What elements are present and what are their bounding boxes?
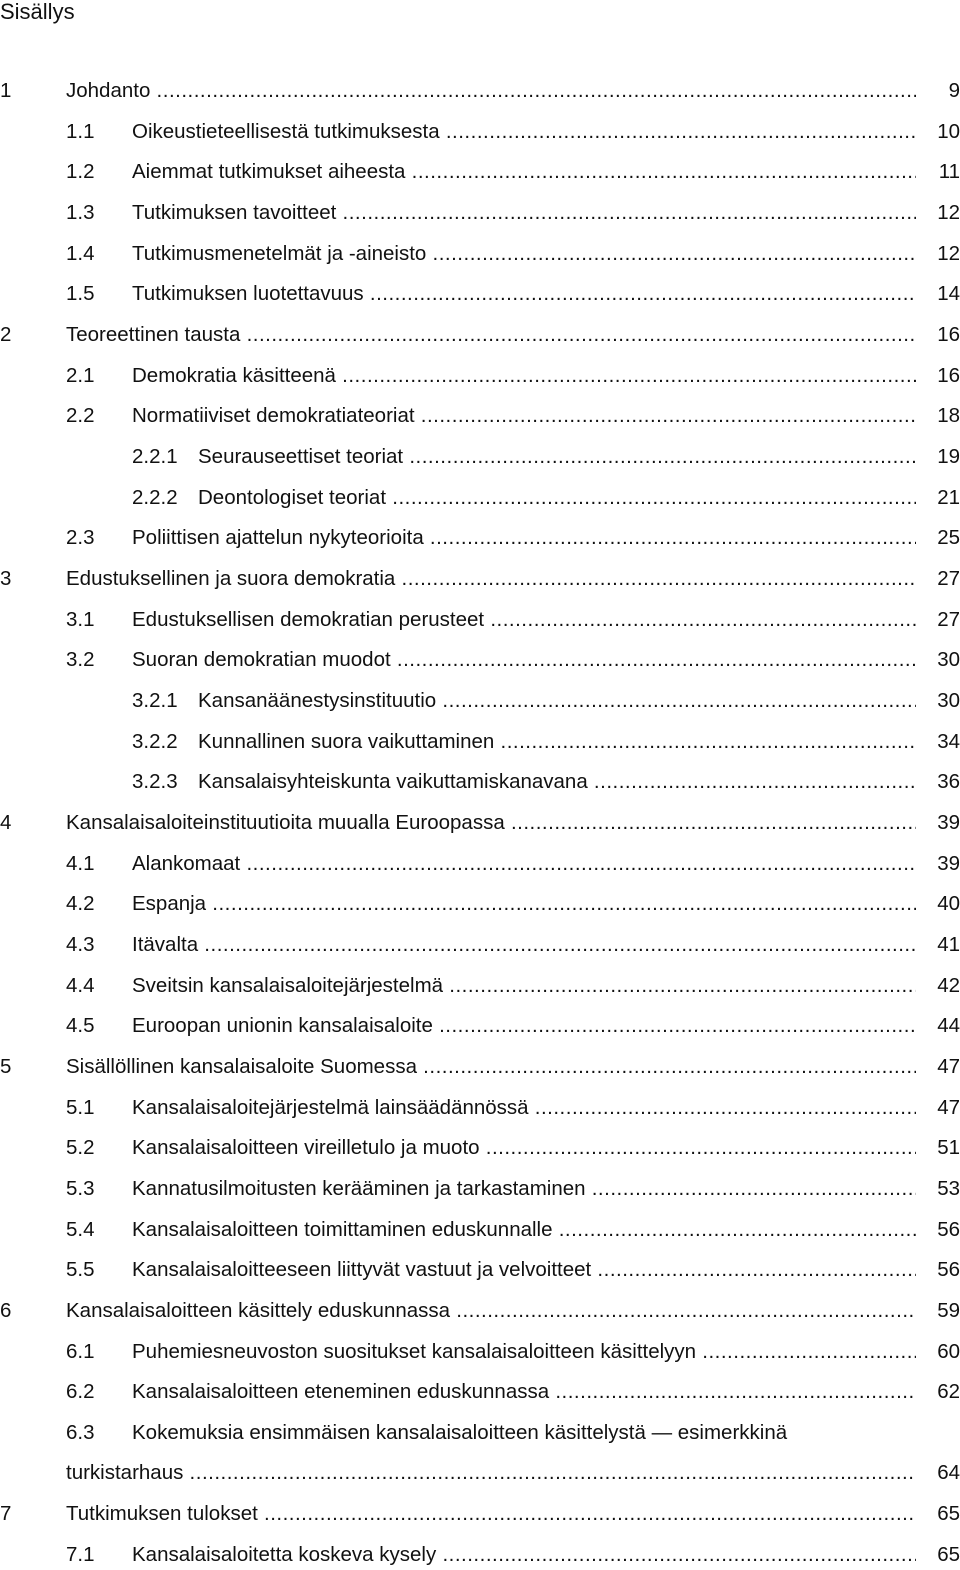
toc-entry-number: 3.2.3: [132, 770, 178, 794]
toc-entry[interactable]: [0, 76, 960, 106]
toc-entry-number: 1.4: [66, 241, 95, 265]
toc-entry[interactable]: [0, 686, 960, 716]
toc-entry-title: Sisällöllinen kansalaisaloite Suomessa .....: [66, 1052, 916, 1082]
toc-entry-number: 2.3: [66, 526, 95, 550]
toc-entry-number: 1.2: [66, 160, 95, 184]
toc-entry[interactable]: [0, 442, 960, 472]
toc-entry[interactable]: [0, 523, 960, 553]
toc-entry-page: 47: [937, 1054, 960, 1078]
toc-entry[interactable]: [0, 1255, 960, 1285]
toc-entry-number: 3: [0, 566, 12, 590]
toc-entry-title: Euroopan unionin kansalaisaloite .....: [132, 1011, 916, 1041]
toc-entry-title: Tutkimuksen tulokset .....: [66, 1499, 916, 1529]
toc-entry-page: 25: [937, 526, 960, 550]
toc-entry-title: Tutkimuksen luotettavuus .....: [132, 279, 916, 309]
toc-entry[interactable]: [0, 971, 960, 1001]
toc-entry-page: 30: [937, 648, 960, 672]
toc-entry-title: Espanja .....: [132, 889, 916, 919]
toc-entry-page: 34: [937, 729, 960, 753]
toc-entry-page: 62: [937, 1380, 960, 1404]
toc-entry[interactable]: [0, 1011, 960, 1041]
toc-entry-page: 60: [937, 1339, 960, 1363]
toc-entry-page: 36: [937, 770, 960, 794]
toc-entry[interactable]: [0, 1215, 960, 1245]
toc-entry-title: Edustuksellinen ja suora demokratia .....: [66, 564, 916, 594]
toc-entry-page: 19: [937, 444, 960, 468]
toc-entry-number: 2.1: [66, 363, 95, 387]
toc-entry[interactable]: [0, 930, 960, 960]
toc-entry-title: Kansalaisaloiteinstituutioita muualla Euroopassa .....: [66, 808, 916, 838]
toc-entry[interactable]: [0, 1458, 960, 1488]
toc-entry-page: 47: [937, 1095, 960, 1119]
toc-entry-title: Poliittisen ajattelun nykyteorioita .....: [132, 523, 916, 553]
toc-entry-title: Kansalaisaloitejärjestelmä lainsäädännössä .....: [132, 1093, 916, 1123]
toc-entry-title: Demokratia käsitteenä .....: [132, 361, 916, 391]
toc-entry-number: 5.5: [66, 1258, 95, 1282]
toc-entry-page: 39: [937, 851, 960, 875]
toc-entry[interactable]: [0, 889, 960, 919]
toc-entry[interactable]: [0, 849, 960, 879]
toc-entry-title: Tutkimuksen tavoitteet .....: [132, 198, 916, 228]
toc-entry-title: Kansalaisaloitteen käsittely eduskunnassa .....: [66, 1296, 916, 1326]
toc-entry-number: 4.3: [66, 932, 95, 956]
toc-entry[interactable]: [0, 1377, 960, 1407]
toc-entry-title: Normatiiviset demokratiateoriat .....: [132, 401, 916, 431]
toc-entry-number: 3.2.1: [132, 688, 178, 712]
toc-entry-title: Teoreettinen tausta .....: [66, 320, 916, 350]
toc-entry[interactable]: [0, 320, 960, 350]
toc-entry-title: Kansalaisaloitetta koskeva kysely .....: [132, 1540, 916, 1570]
toc-entry-page: 65: [937, 1502, 960, 1526]
toc-entry-page: 18: [937, 404, 960, 428]
toc-entry-number: 4: [0, 810, 12, 834]
toc-entry[interactable]: [0, 1540, 960, 1570]
toc-entry[interactable]: [0, 645, 960, 675]
toc-entry-number: 2: [0, 323, 12, 346]
toc-entry-page: 39: [937, 810, 960, 834]
toc-entry-number: 5.2: [66, 1136, 95, 1160]
toc-entry[interactable]: [0, 117, 960, 147]
toc-entry-title: Kokemuksia ensimmäisen kansalaisaloitteen käsittelystä — esimerkkinä: [132, 1420, 788, 1444]
toc-entry-number: 2.2: [66, 404, 95, 428]
toc-entry-page: 41: [937, 932, 960, 956]
page-title: Sisällys: [0, 0, 75, 24]
toc-entry[interactable]: [0, 279, 960, 309]
toc-entry-number: 6.3: [66, 1420, 95, 1444]
toc-entry-page: 65: [937, 1542, 960, 1566]
toc-entry-page: 40: [937, 892, 960, 916]
toc-entry-page: 59: [937, 1298, 960, 1322]
toc-entry[interactable]: [0, 727, 960, 757]
toc-entry-number: 6.2: [66, 1380, 95, 1404]
toc-entry-page: 27: [937, 607, 960, 631]
toc-entry-number: 7.1: [66, 1542, 95, 1566]
toc-entry-number: 6.1: [66, 1339, 95, 1363]
toc-entry-page: 12: [937, 201, 960, 224]
toc-entry-title: Kansalaisaloitteen eteneminen eduskunnassa .....: [132, 1377, 916, 1407]
toc-entry-title: Kunnallinen suora vaikuttaminen .....: [198, 727, 916, 757]
toc-entry-title: Puhemiesneuvoston suositukset kansalaisaloitteen käsittelyyn .....: [132, 1337, 916, 1367]
toc-entry[interactable]: [0, 483, 960, 513]
toc-entry[interactable]: [0, 1052, 960, 1082]
toc-entry-number: 3.2.2: [132, 729, 178, 753]
toc-entry[interactable]: [0, 1174, 960, 1204]
toc-entry-number: 1.1: [66, 119, 95, 143]
toc-entry-title: Kansanäänestysinstituutio .....: [198, 686, 916, 716]
toc-entry-number: 5.1: [66, 1095, 95, 1119]
toc-entry[interactable]: [0, 361, 960, 391]
toc-entry-page: 56: [937, 1258, 960, 1282]
toc-entry-number: 1.5: [66, 282, 95, 306]
toc-entry-title: Suoran demokratian muodot .....: [132, 645, 916, 675]
toc-entry[interactable]: [0, 1499, 960, 1529]
toc-entry-page: 14: [937, 282, 960, 306]
toc-entry-number: 2.2.1: [132, 444, 178, 468]
toc-entry-number: 4.1: [66, 851, 95, 875]
toc-entry-page: 30: [937, 688, 960, 712]
toc-entry-number: 5.3: [66, 1176, 95, 1200]
toc-entry[interactable]: [0, 157, 960, 187]
toc-entry-number: 4.2: [66, 892, 95, 916]
toc-entry-number: 6: [0, 1298, 12, 1322]
toc-entry-number: 3.1: [66, 607, 95, 631]
toc-entry-number: 5.4: [66, 1217, 95, 1241]
toc-entry[interactable]: [0, 605, 960, 635]
toc-entry[interactable]: [0, 1133, 960, 1163]
toc-entry[interactable]: [0, 767, 960, 797]
toc-entry-title: Kansalaisaloitteen vireilletulo ja muoto .....: [132, 1133, 916, 1163]
toc-entry-title: Kansalaisaloitteen toimittaminen eduskunnalle .....: [132, 1215, 916, 1245]
toc-entry-page: 9: [948, 79, 960, 102]
toc-entry-number: 5: [0, 1054, 12, 1078]
toc-entry[interactable]: [0, 808, 960, 838]
toc-entry-number: 7: [0, 1502, 12, 1526]
toc-entry-title: Kansalaisyhteiskunta vaikuttamiskanavana .....: [198, 767, 916, 797]
toc-entry-number: 4.4: [66, 973, 95, 997]
toc-entry-page: 27: [937, 566, 960, 590]
toc-entry-page: 64: [937, 1461, 960, 1485]
toc-entry-title: turkistarhaus .....: [66, 1458, 916, 1488]
toc-entry[interactable]: [0, 198, 960, 228]
toc-entry[interactable]: [0, 1337, 960, 1367]
toc-entry-title: Oikeustieteellisestä tutkimuksesta .....: [132, 117, 916, 147]
toc-entry-title: Kansalaisaloitteeseen liittyvät vastuut ja velvoitteet .....: [132, 1255, 916, 1285]
toc-entry-page: 56: [937, 1217, 960, 1241]
toc-entry-number: 2.2.2: [132, 485, 178, 509]
toc-entry-title: Aiemmat tutkimukset aiheesta .....: [132, 157, 916, 187]
toc-entry-page: 16: [937, 323, 960, 346]
toc-entry-page: 53: [937, 1176, 960, 1200]
toc-entry-page: 10: [937, 119, 960, 143]
toc-entry[interactable]: [0, 1093, 960, 1123]
toc-entry-title: Kannatusilmoitusten kerääminen ja tarkastaminen .....: [132, 1174, 916, 1204]
toc-entry-page: 42: [937, 973, 960, 997]
toc-entry[interactable]: [0, 564, 960, 594]
toc-entry[interactable]: [0, 1296, 960, 1326]
toc-entry-title: Itävalta .....: [132, 930, 916, 960]
toc-entry[interactable]: [0, 401, 960, 431]
toc-entry-title: Tutkimusmenetelmät ja -aineisto .....: [132, 239, 916, 269]
toc-entry-number: 1.3: [66, 201, 95, 224]
toc-entry-title: Seurauseettiset teoriat .....: [198, 442, 916, 472]
toc-entry-title: Johdanto .....: [66, 76, 916, 106]
toc-entry-page: 11: [938, 160, 960, 184]
toc-entry-title: Sveitsin kansalaisaloitejärjestelmä .....: [132, 971, 916, 1001]
toc-entry-page: 12: [937, 241, 960, 265]
toc-entry-page: 44: [937, 1014, 960, 1038]
toc-entry-page: 51: [937, 1136, 960, 1160]
toc-entry[interactable]: [0, 1418, 960, 1448]
toc-entry-title: Deontologiset teoriat .....: [198, 483, 916, 513]
toc-entry[interactable]: [0, 239, 960, 269]
toc-entry-page: 16: [937, 363, 960, 387]
toc-entry-number: 1: [0, 79, 12, 102]
toc-entry-title: Edustuksellisen demokratian perusteet .....: [132, 605, 916, 635]
toc-entry-number: 4.5: [66, 1014, 95, 1038]
toc-entry-number: 3.2: [66, 648, 95, 672]
toc-entry-page: 21: [937, 485, 960, 509]
toc-entry-title: Alankomaat .....: [132, 849, 916, 879]
